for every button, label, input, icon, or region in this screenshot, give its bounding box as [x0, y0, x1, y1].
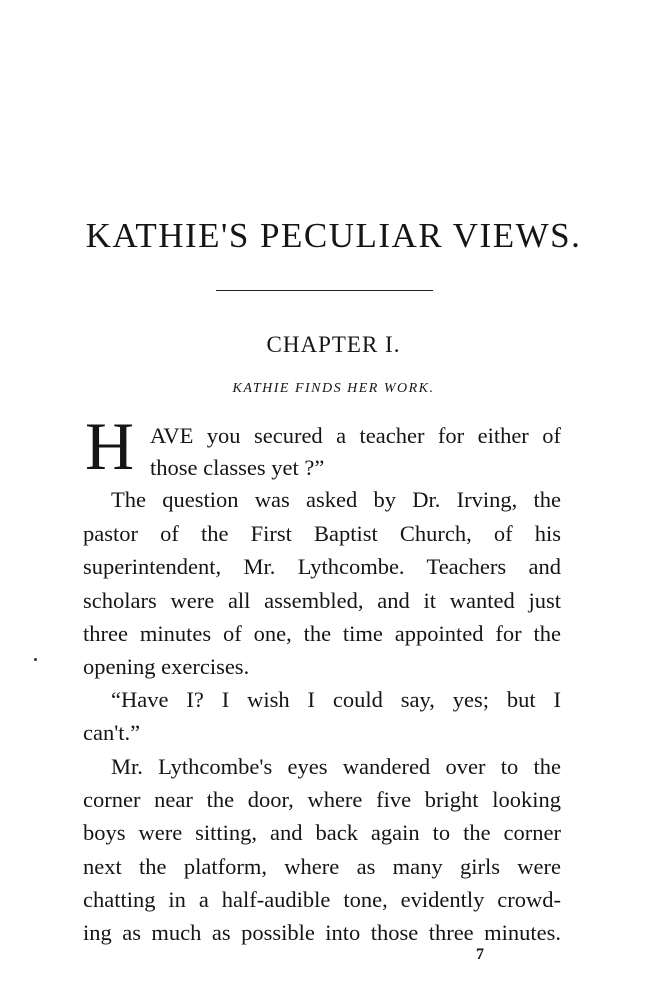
- text-line: AVE you secured a teacher for either of: [150, 423, 561, 448]
- print-speck: [34, 658, 37, 661]
- text-line: Mr. Lythcombe's eyes wandered over to the: [111, 754, 561, 779]
- text-line: those classes yet ?”: [150, 455, 325, 480]
- chapter-heading: CHAPTER I.: [266, 332, 401, 357]
- text-line: boys were sitting, and back again to the corner: [83, 820, 561, 845]
- text-line: scholars were all assembled, and it wanted just: [83, 588, 561, 613]
- text-line: corner near the door, where five bright looking: [83, 787, 561, 812]
- text-line: ing as much as possible into those three minutes.: [83, 920, 561, 945]
- chapter-subtitle: KATHIE FINDS HER WORK.: [232, 381, 435, 396]
- text-line: The question was asked by Dr. Irving, the: [111, 487, 561, 512]
- drop-cap: H: [85, 408, 135, 484]
- text-line: “Have I? I wish I could say, yes; but I: [111, 687, 561, 712]
- text-line: three minutes of one, the time appointed for the: [83, 621, 561, 646]
- text-line: pastor of the First Baptist Church, of his: [83, 521, 561, 546]
- text-line: chatting in a half-audible tone, evidently crowd-: [83, 887, 561, 912]
- book-title: KATHIE'S PECULIAR VIEWS.: [85, 216, 582, 255]
- text-line: superintendent, Mr. Lythcombe. Teachers and: [83, 554, 561, 579]
- text-line: next the platform, where as many girls were: [83, 854, 561, 879]
- text-line: can't.”: [83, 720, 141, 745]
- text-line: opening exercises.: [83, 654, 250, 679]
- page-number: 7: [476, 946, 484, 963]
- title-divider: [216, 290, 433, 291]
